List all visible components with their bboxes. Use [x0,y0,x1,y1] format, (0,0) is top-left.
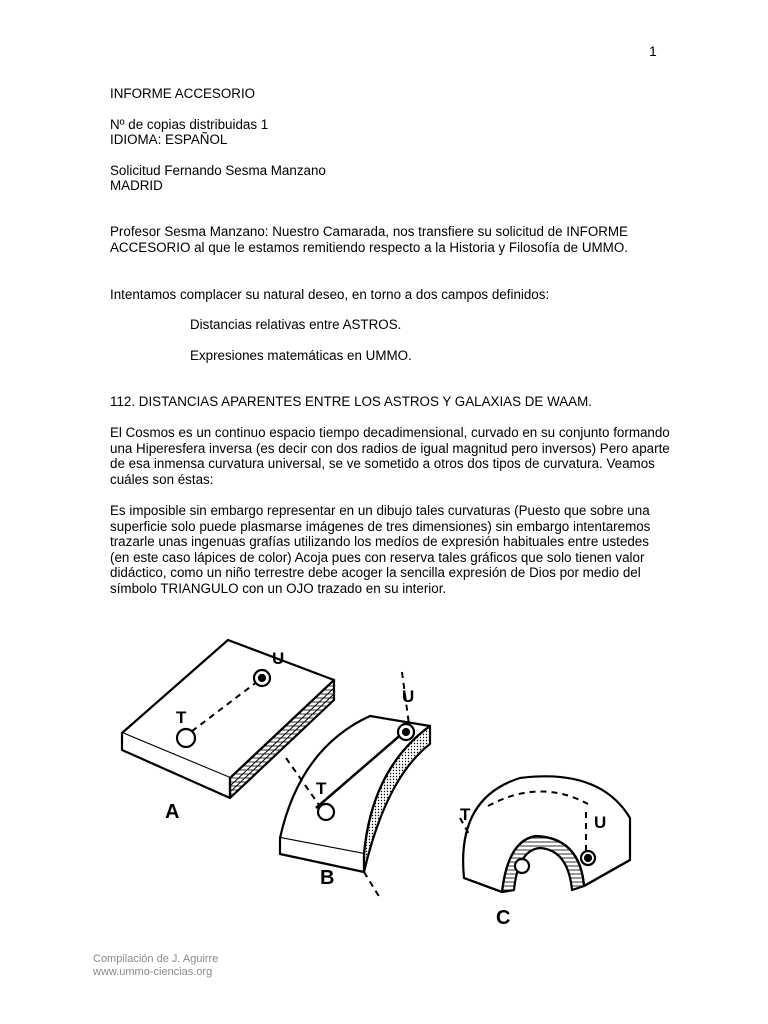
label-t-c: T [460,805,471,824]
copies-line: Nº de copias distribuidas 1 [110,116,269,132]
paragraph-1: El Cosmos es un continuo espacio tiempo decadimensional, curvado en su conjunto formando una Hiperesfera inversa (es decir con dos radios de igual magnitud pero inversos) Pero aparte de esa inmensa curvatura universal, se ve sometido a otros dos tipos de curvatura. Veamos cuáles son éstas: [110,425,670,487]
label-t-a: T [176,708,187,727]
label-u-a: U [272,649,285,668]
label-t-b: T [316,779,327,798]
footer [93,953,218,979]
city-line: MADRID [110,178,163,194]
footer-compiler: Compilación de J. Aguirre [93,953,219,965]
language-line: IDIOMA: ESPAÑOL [110,132,228,148]
label-a: A [165,801,180,823]
arch-block-c [460,776,630,892]
section-heading: 112. DISTANCIAS APARENTES ENTRE LOS ASTROS Y GALAXIAS DE WAAM. [110,394,592,409]
request-line: Solicitud Fernando Sesma Manzano [110,162,326,178]
report-title: INFORME ACCESORIO [110,86,256,101]
label-c: C [496,907,511,929]
field-item-1: Distancias relativas entre ASTROS. [190,317,402,332]
flat-block-a [122,640,334,798]
label-u-c: U [594,813,607,832]
label-u-b: U [402,687,415,706]
footer-website: www.ummo-ciencias.org [93,966,213,978]
label-b: B [320,867,335,889]
attempt-paragraph: Intentamos complacer su natural deseo, en torno a dos campos definidos: [110,287,550,302]
intro-paragraph: Profesor Sesma Manzano: Nuestro Camarada, nos transfiere su solicitud de INFORME ACCESORIO al que le estamos remitiendo respecto a la Historia y Filosofía de UMMO. [110,224,628,255]
paragraph-2: Es imposible sin embargo representar en un dibujo tales curvaturas (Puesto que sobre una superficie solo puede plasmarse imágenes de tres dimensiones) sin embargo intentaremos trazarle unas ingenuas grafías utilizando los medíos de expresión habituales entre ustedes (en este caso lápices de color) Acoja pues con reserva tales gráficos que solo tienen valor didáctico, como un niño terrestre debe acoger la sencilla expresión de Dios por medio del símbolo TRIANGULO con un OJO trazado en su interior. [110,503,651,596]
curvature-illustration [110,628,650,948]
field-item-2: Expresiones matemáticas en UMMO. [190,348,412,363]
page-number: 1 [649,43,657,59]
report-header [110,86,670,194]
